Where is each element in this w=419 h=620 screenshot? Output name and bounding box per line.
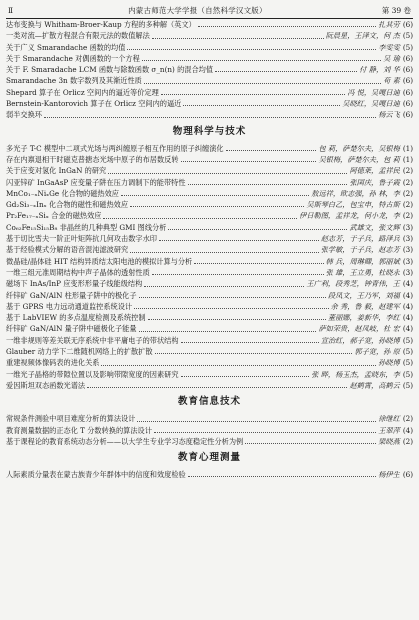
issue-number: (6) bbox=[402, 20, 413, 29]
article-title: 达布变换与 Whitham-Broer-Kaup 方程的多种解（英文） bbox=[6, 20, 196, 29]
dot-leader bbox=[152, 273, 324, 275]
article-title: 弱半交换环 bbox=[6, 110, 42, 120]
article-authors: 冯 悦，吴嘎日迪 bbox=[347, 87, 400, 97]
article-authors: 吴斯琴白乙，包宝申，特古斯 bbox=[306, 200, 400, 210]
toc-entry[interactable] bbox=[6, 233, 413, 244]
issue-number: (4) bbox=[402, 324, 413, 334]
issue-number: (5) bbox=[402, 358, 413, 368]
toc-entry[interactable] bbox=[6, 380, 413, 391]
dot-leader bbox=[44, 116, 376, 118]
article-title: 重建视频体像码表的进化关系 bbox=[6, 358, 100, 368]
dot-leader bbox=[188, 475, 377, 477]
article-authors: 吴 瑜 bbox=[383, 53, 400, 63]
toc-entry[interactable] bbox=[6, 64, 413, 75]
dot-leader bbox=[181, 375, 310, 377]
article-authors: 张 雄，王立勇，杜晓永 bbox=[325, 267, 400, 277]
issue-number: (5) bbox=[402, 347, 413, 357]
issue-number: (2) bbox=[402, 166, 413, 176]
toc-entry[interactable] bbox=[6, 256, 413, 267]
dot-leader bbox=[144, 285, 304, 287]
toc-section-list bbox=[6, 143, 413, 392]
article-title: 人际素质分量表在蒙古族青少年群体中的信度和效度检验 bbox=[6, 470, 186, 480]
article-authors: 李雯雯 bbox=[378, 42, 400, 52]
issue-number: (2) bbox=[402, 188, 413, 198]
table-of-contents bbox=[6, 19, 413, 480]
dot-leader bbox=[142, 59, 381, 61]
toc-entry[interactable] bbox=[6, 109, 413, 120]
article-title: 关于 F. Smaradache LCM 函数与除数函数 σ_n(n) 的混合均值 bbox=[6, 65, 214, 75]
toc-section-list bbox=[6, 19, 413, 121]
article-title: 一维非规则等差关联无序系统中非平庸电子的带状结构 bbox=[6, 335, 179, 345]
article-authors: 梁晓燕 bbox=[378, 436, 400, 446]
article-title: 基于 LabVIEW 的多点温度检测及系统控制 bbox=[6, 313, 146, 323]
dot-leader bbox=[103, 217, 297, 219]
article-title: 关于 Smarandache 对偶函数的一个方程 bbox=[6, 53, 140, 63]
article-title: MnCo₁₋ₓNiₓGe 化合物的磁热效应 bbox=[6, 188, 119, 198]
toc-entry[interactable] bbox=[6, 19, 413, 30]
article-title: Glauber 动力学下二维随机网络上的扩散扩散 bbox=[6, 347, 153, 357]
article-authors: 杨伊生 bbox=[378, 470, 400, 480]
article-authors: 包 莉，萨楚尔夫，吴银梅 bbox=[318, 143, 400, 153]
article-title: Co₆₂Fe₁₅Si₁₅B₈ 非晶丝的几种典型 GMI 图线分析 bbox=[6, 222, 167, 232]
article-authors: 宣治红，郝子宽，孙晓博 bbox=[320, 335, 400, 345]
issue-number: (5) bbox=[402, 369, 413, 379]
article-title: Gd₂Si₃₋ₓInₓ 化合物的磁性和磁热效应 bbox=[6, 200, 129, 210]
running-header bbox=[6, 4, 413, 19]
article-title: Smarandache 3n 数字数列及其渐近性质 bbox=[6, 76, 142, 86]
toc-entry[interactable] bbox=[6, 267, 413, 278]
issue-number: (4) bbox=[402, 279, 413, 289]
dot-leader bbox=[168, 228, 347, 230]
header-left-mark: Ⅱ bbox=[8, 6, 14, 15]
article-title: 基于课程论的教育系统动态分析——以大学生专业学习态度稳定性分析为例 bbox=[6, 436, 244, 446]
article-authors: 敖远祥，欧志强，孙 林，李 bbox=[311, 188, 400, 198]
toc-entry[interactable] bbox=[6, 177, 413, 188]
toc-entry[interactable] bbox=[6, 369, 413, 380]
article-authors: 段凤文，王乃军，刘福 bbox=[327, 290, 400, 300]
issue-number: (1) bbox=[402, 143, 413, 153]
article-authors: 孙晓博 bbox=[378, 358, 400, 368]
issue-number: (6) bbox=[402, 470, 413, 480]
issue-number: (6) bbox=[402, 65, 413, 75]
toc-entry[interactable] bbox=[6, 346, 413, 357]
dot-leader bbox=[194, 262, 323, 264]
article-title: 闪亚锌矿 InGaAsP 应变量子阱在压力调制下的能带特性 bbox=[6, 177, 186, 187]
article-authors: 赵鹤霄，高鹤云 bbox=[349, 380, 400, 390]
issue-number: (4) bbox=[402, 301, 413, 311]
dot-leader bbox=[121, 194, 309, 196]
toc-entry[interactable] bbox=[6, 210, 413, 221]
article-title: 一维光子晶格的带隙位置以及影响带隙宽度的因素研究 bbox=[6, 369, 179, 379]
article-title: 一维三组元准周期结构中声子晶体的透射性质 bbox=[6, 267, 150, 277]
toc-entry[interactable] bbox=[6, 143, 413, 154]
article-authors: 徐继红 bbox=[378, 414, 400, 424]
toc-entry[interactable] bbox=[6, 42, 413, 53]
article-title: 常规条件测验中项目难度分析的算法设计 bbox=[6, 414, 136, 424]
dot-leader bbox=[139, 296, 326, 298]
issue-number: (5) bbox=[402, 42, 413, 52]
article-title: 磁场下 InAs/InP 应变形形量子线能级结构 bbox=[6, 279, 143, 289]
article-title: 教育测量数据的正态化 T 分数转换的算法设计 bbox=[6, 425, 152, 435]
dot-leader bbox=[137, 420, 376, 422]
toc-entry[interactable] bbox=[6, 469, 413, 480]
toc-section-list bbox=[6, 469, 413, 480]
article-title: 纤锌矿 GaN/AlN 量子阱中磁极化子能量 bbox=[6, 324, 137, 334]
toc-entry[interactable] bbox=[6, 165, 413, 176]
toc-entry[interactable] bbox=[6, 188, 413, 199]
dot-leader bbox=[127, 48, 376, 50]
dot-leader bbox=[87, 386, 347, 388]
dot-leader bbox=[144, 82, 381, 84]
article-authors: 王广利，段秀芝，钟青伟，王 bbox=[306, 279, 400, 289]
dot-leader bbox=[155, 352, 353, 354]
article-authors: 张学敏，于子兵，赵志芳 bbox=[320, 245, 400, 255]
volume-label: 第 39 卷 bbox=[381, 6, 411, 15]
article-title: 基于 GPRS 电力远动通道监控系统设计 bbox=[6, 301, 133, 311]
dot-leader bbox=[148, 318, 326, 320]
journal-title: 内蒙古师范大学学报（自然科学汉文版） bbox=[128, 6, 267, 15]
article-title: 关于广义 Smarandache 函数的均值 bbox=[6, 42, 126, 52]
article-authors: 吴晓红，吴嘎日迪 bbox=[342, 99, 400, 109]
article-title: 基于切比雪夫一阶正叶矩阵抗几何攻击数字水印 bbox=[6, 234, 157, 244]
issue-number: (1) bbox=[402, 154, 413, 164]
article-title: 存在内禀退相干时磁克普搪态光场中原子的布居数反转 bbox=[6, 154, 179, 164]
dot-leader bbox=[181, 160, 317, 162]
article-authors: 苟 素 bbox=[383, 76, 400, 86]
issue-number: (6) bbox=[402, 99, 413, 109]
article-title: 关于应变对氢化 InGaN 的研究 bbox=[6, 166, 107, 176]
article-authors: 吴银梅，萨楚尔夫，包 莉 bbox=[318, 154, 400, 164]
toc-entry[interactable] bbox=[6, 75, 413, 86]
dot-leader bbox=[139, 330, 317, 332]
article-authors: 阮晨星，王泽文，何 杰 bbox=[325, 31, 400, 41]
section-heading: 教育信息技术 bbox=[177, 396, 241, 408]
toc-entry[interactable] bbox=[6, 87, 413, 98]
issue-number: (3) bbox=[402, 234, 413, 244]
article-title: 纤锌矿 GaN/AlN 柱形量子阱中的极化子 bbox=[6, 290, 137, 300]
section-heading: 物理科学与技术 bbox=[172, 125, 247, 137]
dot-leader bbox=[161, 93, 345, 95]
toc-entry[interactable] bbox=[6, 53, 413, 64]
issue-number: (2) bbox=[402, 200, 413, 210]
toc-entry[interactable] bbox=[6, 312, 413, 323]
issue-number: (3) bbox=[402, 245, 413, 255]
issue-number: (6) bbox=[402, 87, 413, 97]
toc-entry[interactable] bbox=[6, 98, 413, 109]
article-title: 微晶硅/晶体硅 HIT 结构异质结太阳电池的模拟计算与分析 bbox=[6, 256, 193, 266]
dot-leader bbox=[130, 251, 319, 253]
dot-leader bbox=[188, 183, 348, 185]
toc-entry[interactable] bbox=[6, 357, 413, 368]
article-title: 一类对流—扩散方程混合有限元法的数值解法 bbox=[6, 31, 150, 41]
dot-leader bbox=[226, 149, 317, 151]
article-authors: 扎其劳 bbox=[378, 20, 400, 29]
toc-entry[interactable] bbox=[6, 425, 413, 436]
toc-entry[interactable] bbox=[6, 301, 413, 312]
toc-entry[interactable] bbox=[6, 154, 413, 165]
toc-entry[interactable] bbox=[6, 278, 413, 289]
issue-number: (5) bbox=[402, 31, 413, 41]
issue-number: (5) bbox=[402, 380, 413, 390]
article-title: Pr₂Fe₁₇₋ₓSiₓ 合金的磁热效应 bbox=[6, 211, 102, 221]
article-title: 基于经验模式分解的语音混沌滤波研究 bbox=[6, 245, 129, 255]
article-authors: 郭子宽，孙 原 bbox=[354, 347, 400, 357]
article-authors: 余 秀，鲁 毅，赵建军 bbox=[330, 301, 400, 311]
issue-number: (5) bbox=[402, 335, 413, 345]
article-title: Bernstein-Kantorovich 算子在 Orlicz 空间内的逼近 bbox=[6, 99, 182, 109]
issue-number: (6) bbox=[402, 76, 413, 86]
dot-leader bbox=[181, 341, 319, 343]
article-authors: 武雄文，张文辉 bbox=[349, 222, 400, 232]
dot-leader bbox=[215, 70, 357, 72]
dot-leader bbox=[108, 172, 347, 174]
article-title: 多光子 T-C 模型中二项式光场与两纠缠原子相互作用的原子纠缠演化 bbox=[6, 143, 224, 153]
toc-entry[interactable] bbox=[6, 30, 413, 41]
toc-entry[interactable] bbox=[6, 335, 413, 346]
toc-entry[interactable] bbox=[6, 290, 413, 301]
journal-index-page bbox=[6, 4, 413, 480]
issue-number: (3) bbox=[402, 267, 413, 277]
issue-number: (2) bbox=[402, 436, 413, 446]
article-authors: 杨云飞 bbox=[378, 110, 400, 120]
issue-number: (4) bbox=[402, 425, 413, 435]
toc-entry[interactable] bbox=[6, 244, 413, 255]
article-authors: 付 静，刘 华 bbox=[359, 65, 400, 75]
article-authors: 伊日勒图，孟祥龙，何小龙，李 bbox=[299, 211, 400, 221]
toc-entry[interactable] bbox=[6, 323, 413, 334]
article-authors: 王翠萍 bbox=[378, 425, 400, 435]
article-authors: 阿德莱，孟祥民 bbox=[349, 166, 400, 176]
toc-section-list bbox=[6, 413, 413, 447]
article-authors: 董丽娜，姜新华，李红 bbox=[327, 313, 400, 323]
dot-leader bbox=[245, 442, 376, 444]
issue-number: (3) bbox=[402, 222, 413, 232]
issue-number: (2) bbox=[402, 211, 413, 221]
toc-entry[interactable] bbox=[6, 413, 413, 424]
issue-number: (4) bbox=[402, 313, 413, 323]
toc-entry[interactable] bbox=[6, 436, 413, 447]
dot-leader bbox=[183, 104, 340, 106]
article-title: 爱因斯坦双态函数光谱法 bbox=[6, 380, 86, 390]
toc-entry[interactable] bbox=[6, 222, 413, 233]
toc-entry[interactable] bbox=[6, 199, 413, 210]
dot-leader bbox=[152, 37, 324, 39]
article-authors: 张 晔，杨玉杰，孟晓东，李 bbox=[311, 369, 400, 379]
issue-number: (2) bbox=[402, 414, 413, 424]
issue-number: (2) bbox=[402, 177, 413, 187]
issue-number: (4) bbox=[402, 290, 413, 300]
article-authors: 赵志芳，于子兵，路泽兵 bbox=[320, 234, 400, 244]
issue-number: (3) bbox=[402, 256, 413, 266]
dot-leader bbox=[134, 307, 328, 309]
issue-number: (6) bbox=[402, 110, 413, 120]
dot-leader bbox=[154, 431, 376, 433]
dot-leader bbox=[130, 205, 304, 207]
article-authors: 韩 兵，周琳卿，郭丽斌 bbox=[325, 256, 400, 266]
dot-leader bbox=[159, 239, 319, 241]
article-authors: 萨如荣贵，赵凤岐，杜 宏 bbox=[318, 324, 400, 334]
issue-number: (6) bbox=[402, 53, 413, 63]
article-title: Shepard 算子在 Orlicz 空间内的逼近等价定理 bbox=[6, 87, 159, 97]
section-heading: 教育心理测量 bbox=[177, 452, 241, 464]
dot-leader bbox=[198, 25, 376, 27]
article-authors: 张国庆，鲁子霞 bbox=[349, 177, 400, 187]
dot-leader bbox=[101, 364, 376, 366]
